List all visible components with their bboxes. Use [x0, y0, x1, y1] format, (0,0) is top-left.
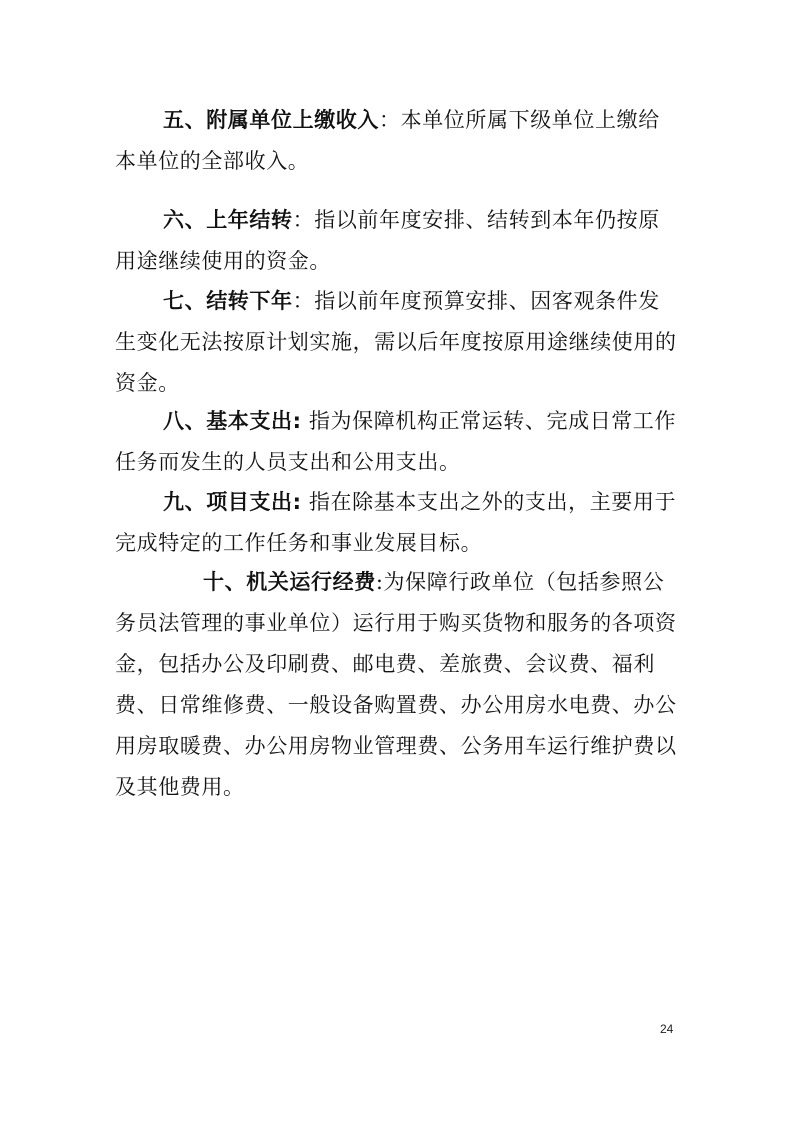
term-prior-year-carryover: 六、上年结转	[163, 208, 293, 232]
paragraph-carryover-next-year	[115, 281, 680, 404]
paragraph-affiliated-unit-income	[115, 100, 680, 182]
term-affiliated-unit-income: 五、附属单位上缴收入	[163, 108, 379, 132]
definition-basic-expenditure: 指为保障机构正常运转、完成日常工作任务而发生的人员支出和公用支出。	[115, 409, 677, 474]
paragraph-prior-year-carryover	[115, 200, 680, 282]
paragraph-project-expenditure	[115, 482, 680, 564]
definition-project-expenditure: 指在除基本支出之外的支出，主要用于完成特定的工作任务和事业发展目标。	[115, 490, 677, 555]
term-agency-operating-expenses: 十、机关运行经费	[203, 570, 376, 594]
separator	[302, 490, 309, 514]
definition-prior-year-carryover: 指以前年度安排、结转到本年仍按原用途继续使用的资金。	[115, 208, 660, 273]
separator	[302, 409, 309, 433]
separator: ：	[292, 289, 315, 313]
term-project-expenditure: 九、项目支出:	[163, 490, 302, 514]
term-basic-expenditure: 八、基本支出:	[163, 409, 302, 433]
term-carryover-next-year: 七、结转下年	[163, 289, 293, 313]
separator: ：	[379, 108, 401, 132]
definition-affiliated-unit-income: 本单位所属下级单位上缴给本单位的全部收入。	[115, 108, 660, 173]
definition-carryover-next-year: 指以前年度预算安排、因客观条件发生变化无法按原计划实施，需以后年度按原用途继续使用的资金。	[115, 289, 677, 395]
definition-agency-operating-expenses: 为保障行政单位（包括参照公务员法管理的事业单位）运行用于购买货物和服务的各项资金，包括办公及印刷费、邮电费、差旅费、会议费、福利费、日常维修费、一般设备购置费、办公用房水电费、办公用房取暖费、办公用房物业管理费、公务用车运行维护费以及其他费用。	[115, 570, 677, 799]
paragraph-basic-expenditure	[115, 401, 680, 483]
separator: ：	[292, 208, 315, 232]
paragraph-agency-operating-expenses	[115, 562, 680, 808]
separator: :	[375, 570, 384, 594]
page-number: 24	[660, 1022, 674, 1036]
